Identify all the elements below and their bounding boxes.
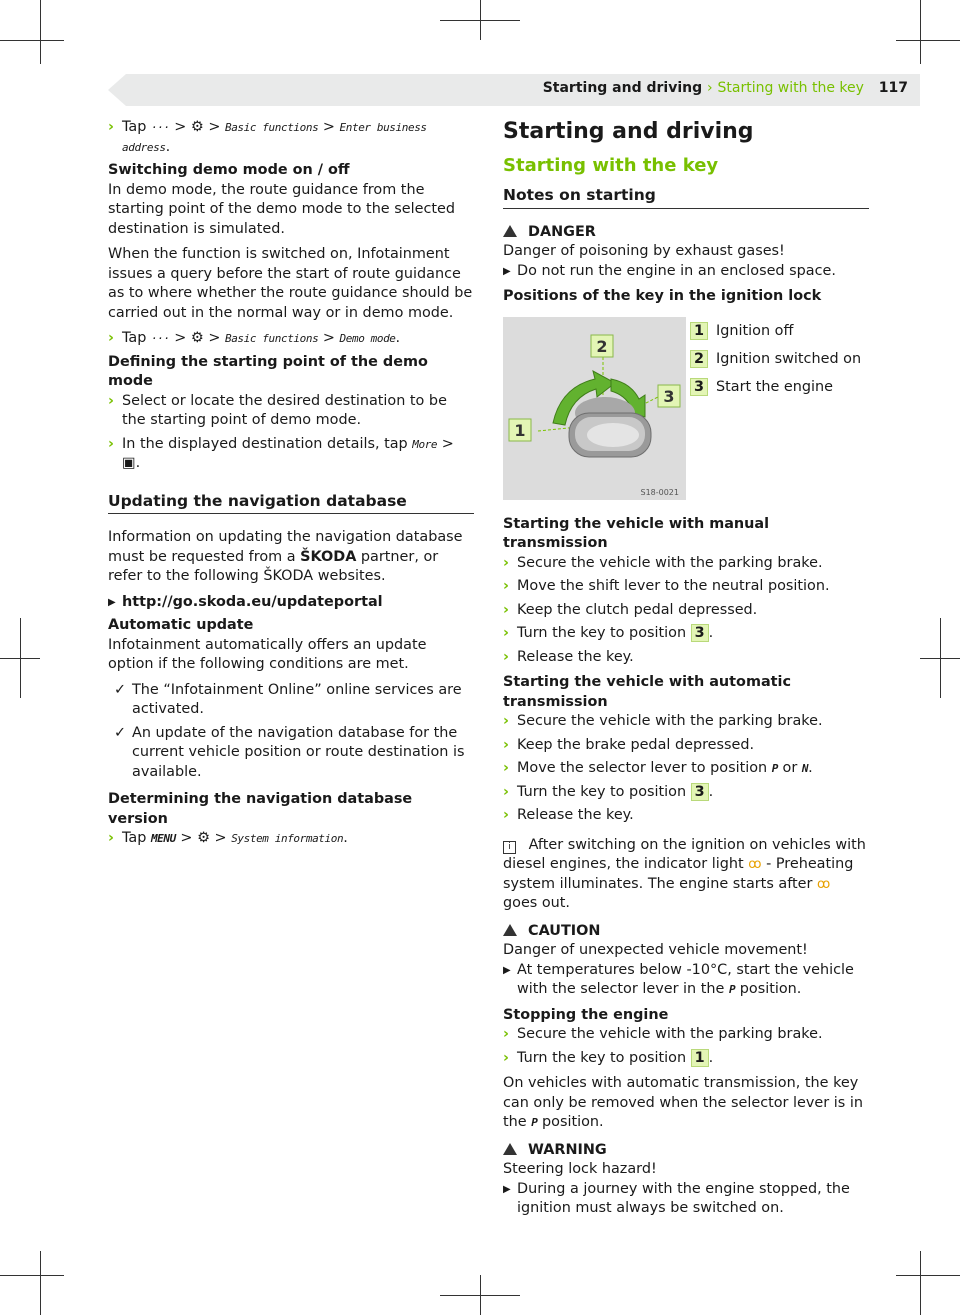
settings-icon: ⚙: [190, 119, 204, 135]
manual-step: › Move the shift lever to the neutral position.: [503, 577, 869, 597]
header-chapter: Starting and driving: [542, 80, 703, 96]
auto-remove-paragraph: On vehicles with automatic transmission, the key can only be removed when the selector lever is in the P position.: [503, 1075, 863, 1130]
figure-code: S18-0021: [640, 487, 679, 497]
auto-step: › Secure the vehicle with the parking brake.: [503, 712, 869, 732]
triangle-right-icon: ▶: [108, 596, 116, 608]
danger-box: DANGER Danger of poisoning by exhaust gases! ▶ Do not run the engine in an enclosed space.: [503, 223, 869, 282]
chevron-icon: ›: [503, 1026, 509, 1042]
chevron-icon: ›: [108, 119, 114, 135]
preheating-icon: ꝏ: [817, 876, 831, 892]
warning-triangle-icon: [503, 225, 517, 237]
auto-update-paragraph: Infotainment automatically offers an update option if the following conditions are met.: [108, 636, 427, 672]
chevron-icon: ›: [503, 554, 509, 571]
stop-heading: Stopping the engine: [503, 1006, 669, 1023]
auto-step: › Turn the key to position 3 .: [503, 783, 869, 803]
auto-update-heading: Automatic update: [108, 617, 254, 633]
manual-step: › Keep the clutch pedal depressed.: [503, 601, 869, 621]
page-number: 117: [878, 80, 908, 96]
left-column: [108, 118, 474, 853]
figure-legend: [690, 317, 861, 401]
figure-marker-2-label: 2: [596, 336, 608, 356]
ignition-key-figure: [503, 317, 686, 500]
key-figure-block: [503, 317, 869, 505]
start-point-heading: Defining the starting point of the demo mode: [108, 353, 428, 389]
header-separator: ›: [707, 80, 713, 96]
warning-triangle-icon: [503, 924, 517, 936]
warning-triangle-icon: [503, 1143, 517, 1155]
version-heading: Determining the navigation database version: [108, 791, 413, 827]
condition-1: ✓ The “Infotainment Online” online services are activated.: [114, 681, 462, 717]
chevron-icon: ›: [503, 625, 509, 641]
tap-path-demo: › Tap ··· > ⚙ > Basic functions > Demo mode.: [108, 329, 474, 349]
condition-2: ✓ An update of the navigation database for the current vehicle position or route destination is available.: [114, 724, 465, 780]
chevron-icon: ›: [108, 435, 114, 452]
settings-icon: ⚙: [190, 330, 204, 346]
triangle-right-icon: ▶: [503, 964, 511, 976]
menu-label: MENU: [150, 832, 176, 845]
path-basic-functions: Basic functions: [224, 121, 319, 134]
auto-step: › Release the key.: [503, 806, 869, 826]
manual-step: › Secure the vehicle with the parking brake.: [503, 554, 869, 574]
manual-step: › Release the key.: [503, 648, 869, 668]
triangle-right-icon: ▶: [503, 1183, 511, 1195]
legend-item: 2 Ignition switched on: [690, 345, 861, 373]
chevron-icon: ›: [503, 648, 509, 665]
tap-path-version: › Tap MENU > ⚙ > System information.: [108, 829, 474, 849]
start-step-2: › In the displayed destination details, tap More > ▣.: [108, 435, 454, 471]
automatic-heading: Starting the vehicle with automatic transmission: [503, 674, 791, 710]
legend-item: 3 Start the engine: [690, 373, 861, 401]
auto-step: › Keep the brake pedal depressed.: [503, 736, 869, 756]
stop-step: › Turn the key to position 1 .: [503, 1049, 869, 1069]
start-step-1: › Select or locate the desired destination to be the starting point of demo mode.: [108, 392, 447, 428]
page-title: Starting and driving: [503, 119, 754, 144]
manual-step: › Turn the key to position 3 .: [503, 624, 869, 644]
chevron-icon: ›: [503, 713, 509, 729]
update-paragraph: Information on updating the navigation database must be requested from a ŠKODA partner, or refer to the following ŠKODA websites.: [108, 529, 463, 584]
stop-step: › Secure the vehicle with the parking brake.: [503, 1025, 869, 1045]
page-header-notch: [108, 74, 126, 106]
tap-path-business: › Tap ··· > ⚙ > Basic functions > Enter business address.: [108, 119, 427, 155]
flag-icon: ▣: [122, 455, 136, 471]
demo-heading: Switching demo mode on / off: [108, 162, 350, 178]
figure-marker-3-label: 3: [663, 386, 675, 406]
positions-heading: Positions of the key in the ignition lock: [503, 288, 822, 304]
figure-marker-1-label: 1: [514, 420, 526, 440]
demo-paragraph-1: In demo mode, the route guidance from the starting point of the demo mode to the selected destination is simulated.: [108, 181, 455, 237]
demo-paragraph-2: When the function is switched on, Infotainment issues a query before the start of route guidance as to where whether the route guidance should be carried out in the normal way or in demo mode.: [108, 246, 473, 321]
chevron-icon: ›: [503, 601, 509, 618]
header-section: Starting with the key: [717, 80, 864, 96]
update-link[interactable]: ▶ http://go.skoda.eu/updateportal: [108, 593, 474, 613]
page-header: [543, 80, 908, 96]
update-heading: Updating the navigation database: [108, 492, 474, 515]
chevron-icon: ›: [503, 760, 509, 776]
manual-heading: Starting the vehicle with manual transmission: [503, 515, 770, 551]
chevron-icon: ›: [108, 830, 114, 846]
chevron-icon: ›: [503, 1049, 509, 1066]
caution-box: CAUTION Danger of unexpected vehicle movement! ▶ At temperatures below -10°C, start the vehicle with the selector lever in the P position.: [503, 922, 854, 997]
warning-box: WARNING Steering lock hazard! ▶ During a journey with the engine stopped, the ignition must always be switched on.: [503, 1141, 850, 1216]
chevron-icon: ›: [503, 578, 509, 594]
figure-marker-2: [591, 335, 613, 357]
chevron-icon: ›: [503, 736, 509, 753]
path-enter-business: Enter business address: [122, 121, 427, 154]
checkmark-icon: ✓: [114, 724, 127, 741]
preheating-icon: ꝏ: [748, 857, 762, 872]
legend-item: 1 Ignition off: [690, 317, 861, 345]
figure-marker-1: [509, 419, 531, 441]
auto-step: › Move the selector lever to position P or N.: [503, 759, 869, 779]
section-title: Starting with the key: [503, 155, 719, 176]
chevron-icon: ›: [503, 783, 509, 800]
triangle-right-icon: ▶: [503, 265, 511, 277]
info-icon: i: [503, 841, 516, 854]
chevron-icon: ›: [108, 330, 114, 346]
preheating-note: i After switching on the ignition on vehicles with diesel engines, the indicator light ꝏ - Preheating system illuminates. The engine starts after ꝏ goes out.: [503, 836, 866, 911]
settings-icon: ⚙: [197, 830, 210, 846]
notes-heading: Notes on starting: [503, 186, 869, 209]
chevron-icon: ›: [503, 807, 509, 823]
right-column: [503, 118, 869, 1223]
figure-marker-3: [658, 385, 680, 407]
chevron-icon: ›: [108, 392, 114, 409]
checkmark-icon: ✓: [114, 681, 127, 698]
ignition-key-illustration: [503, 317, 686, 500]
